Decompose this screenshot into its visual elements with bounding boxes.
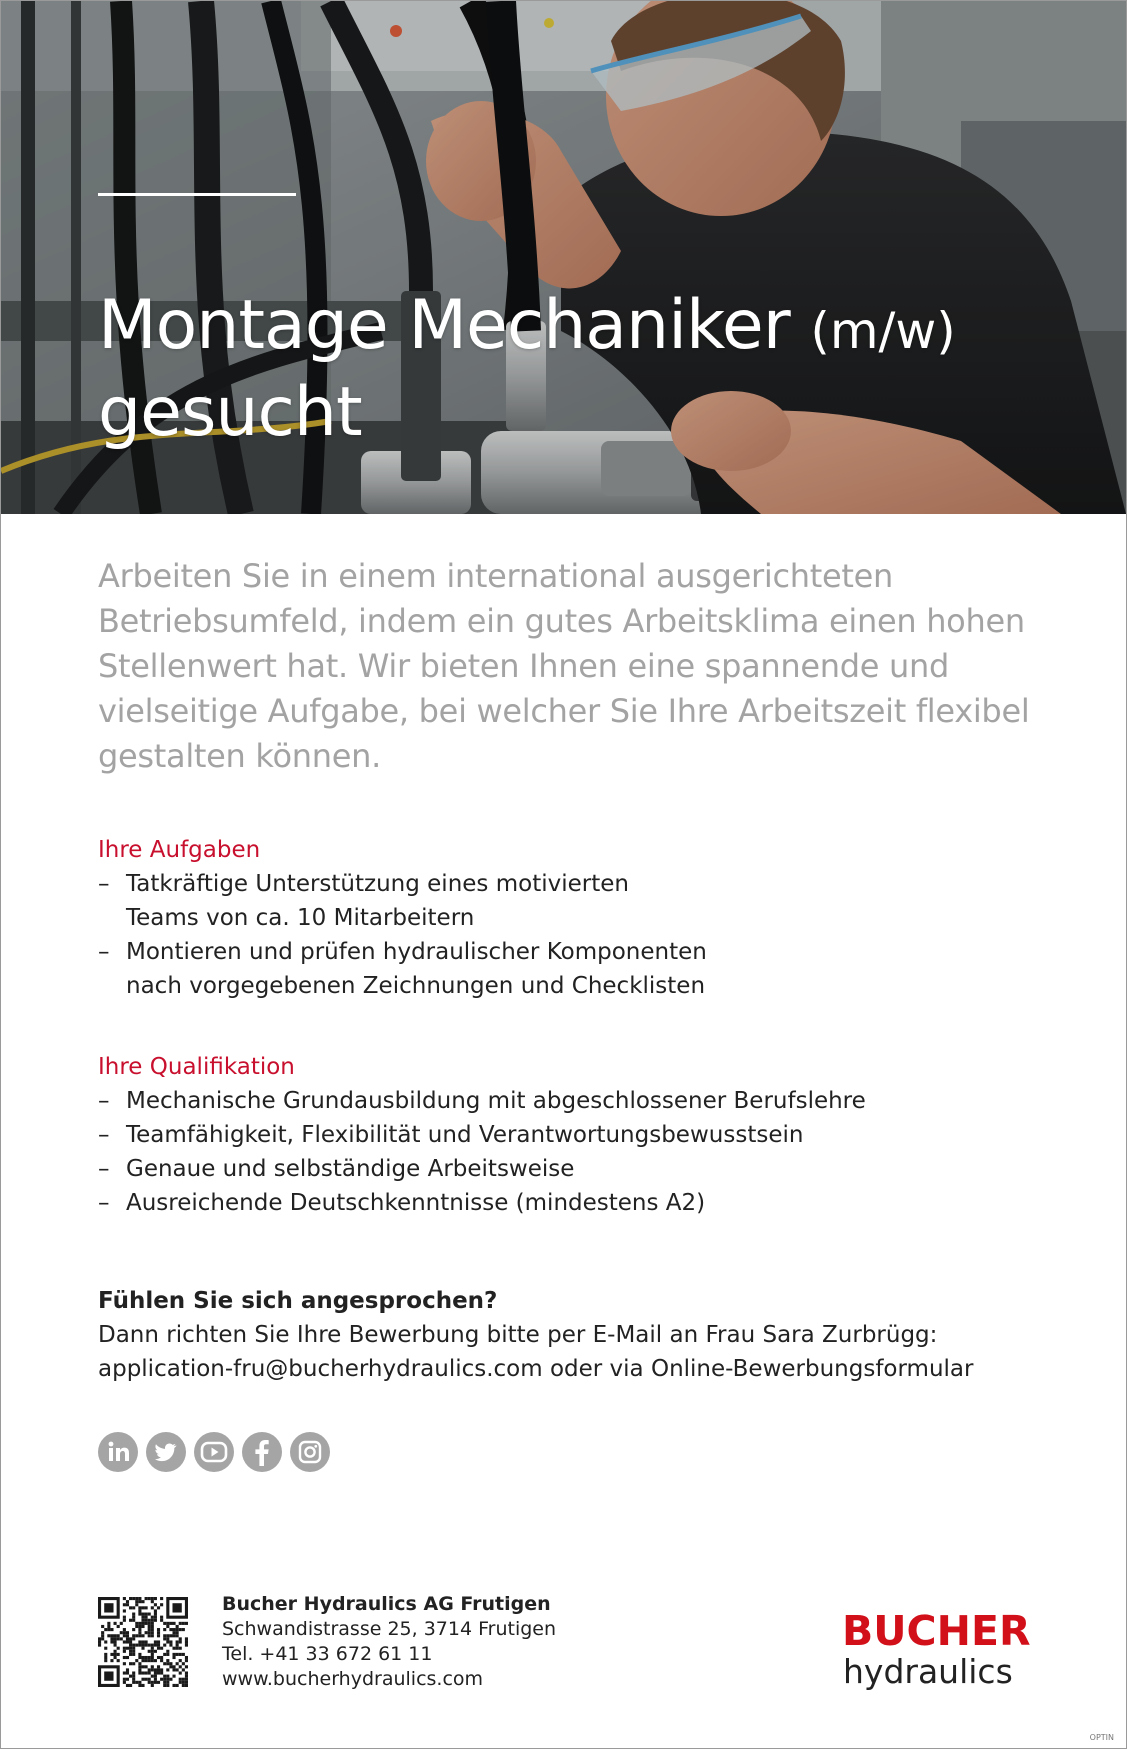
qualification-section bbox=[98, 1050, 1058, 1220]
list-item bbox=[98, 1186, 1058, 1220]
list-item bbox=[98, 1118, 1058, 1152]
tasks-list bbox=[98, 867, 1058, 1003]
list-item bbox=[98, 867, 1058, 935]
contact-email-line[interactable]: application-fru@bucherhydraulics.com oder via Online-Bewerbungsformular bbox=[98, 1356, 974, 1382]
company-website[interactable]: www.bucherhydraulics.com bbox=[222, 1668, 484, 1690]
contact-question: Fühlen Sie sich angesprochen? bbox=[98, 1288, 498, 1314]
logo-word-bucher: BUCHER bbox=[842, 1607, 1031, 1655]
list-dash: – bbox=[98, 1088, 110, 1114]
qualification-list bbox=[98, 1084, 1058, 1220]
qualification-heading: Ihre Qualifikation bbox=[98, 1054, 295, 1080]
twitter-icon[interactable] bbox=[146, 1432, 186, 1472]
list-dash: – bbox=[98, 939, 110, 965]
optin-mark: OPTIN bbox=[1089, 1733, 1114, 1742]
list-dash: – bbox=[98, 1156, 110, 1182]
list-item bbox=[98, 935, 1058, 1003]
instagram-icon[interactable] bbox=[290, 1432, 330, 1472]
list-item-text: Ausreichende Deutschkenntnisse (mindestens A2) bbox=[126, 1190, 706, 1216]
hero-divider-line bbox=[98, 193, 296, 196]
company-phone: Tel. +41 33 672 61 11 bbox=[222, 1643, 433, 1665]
company-address bbox=[222, 1592, 556, 1692]
list-dash: – bbox=[98, 871, 110, 897]
linkedin-icon[interactable] bbox=[98, 1432, 138, 1472]
list-dash: – bbox=[98, 1122, 110, 1148]
list-item-text: Teamfähigkeit, Flexibilität und Verantwortungsbewusstsein bbox=[126, 1122, 804, 1148]
job-title-main: Montage Mechaniker bbox=[98, 286, 811, 365]
hero-photo bbox=[1, 1, 1126, 514]
list-item-text: nach vorgegebenen Zeichnungen und Checklisten bbox=[126, 973, 706, 999]
bucher-hydraulics-logo bbox=[842, 1609, 1032, 1691]
job-title-gender-suffix: (m/w) bbox=[810, 302, 956, 360]
list-item-text: Montieren und prüfen hydraulischer Komponenten bbox=[126, 939, 707, 965]
facebook-icon[interactable] bbox=[242, 1432, 282, 1472]
contact-instruction: Dann richten Sie Ihre Bewerbung bitte per E-Mail an Frau Sara Zurbrügg: bbox=[98, 1322, 938, 1348]
tasks-section bbox=[98, 833, 1058, 1003]
youtube-icon[interactable] bbox=[194, 1432, 234, 1472]
list-item-text: Mechanische Grundausbildung mit abgeschlossener Berufslehre bbox=[126, 1088, 866, 1114]
job-title-line2: gesucht bbox=[98, 373, 362, 452]
contact-section bbox=[98, 1284, 1078, 1386]
list-item bbox=[98, 1152, 1058, 1186]
list-item-text: Teams von ca. 10 Mitarbeitern bbox=[126, 905, 475, 931]
list-dash: – bbox=[98, 1190, 110, 1216]
tasks-heading: Ihre Aufgaben bbox=[98, 837, 261, 863]
list-item-text: Genaue und selbständige Arbeitsweise bbox=[126, 1156, 575, 1182]
qr-code[interactable] bbox=[98, 1597, 188, 1687]
job-title bbox=[98, 285, 956, 454]
logo-word-hydraulics: hydraulics bbox=[843, 1652, 1013, 1691]
company-street: Schwandistrasse 25, 3714 Frutigen bbox=[222, 1618, 557, 1640]
list-item-text: Tatkräftige Unterstützung eines motivierten bbox=[126, 871, 629, 897]
intro-paragraph: Arbeiten Sie in einem international ausgerichteten Betriebsumfeld, indem ein gutes Arbeitsklima einen hohen Stellenwert hat. Wir bieten Ihnen eine spannende und vielseitige Aufgabe, bei welcher Sie Ihre Arbeitszeit flexibel gestalten können. bbox=[98, 557, 1030, 775]
list-item bbox=[98, 1084, 1058, 1118]
company-name: Bucher Hydraulics AG Frutigen bbox=[222, 1593, 551, 1615]
